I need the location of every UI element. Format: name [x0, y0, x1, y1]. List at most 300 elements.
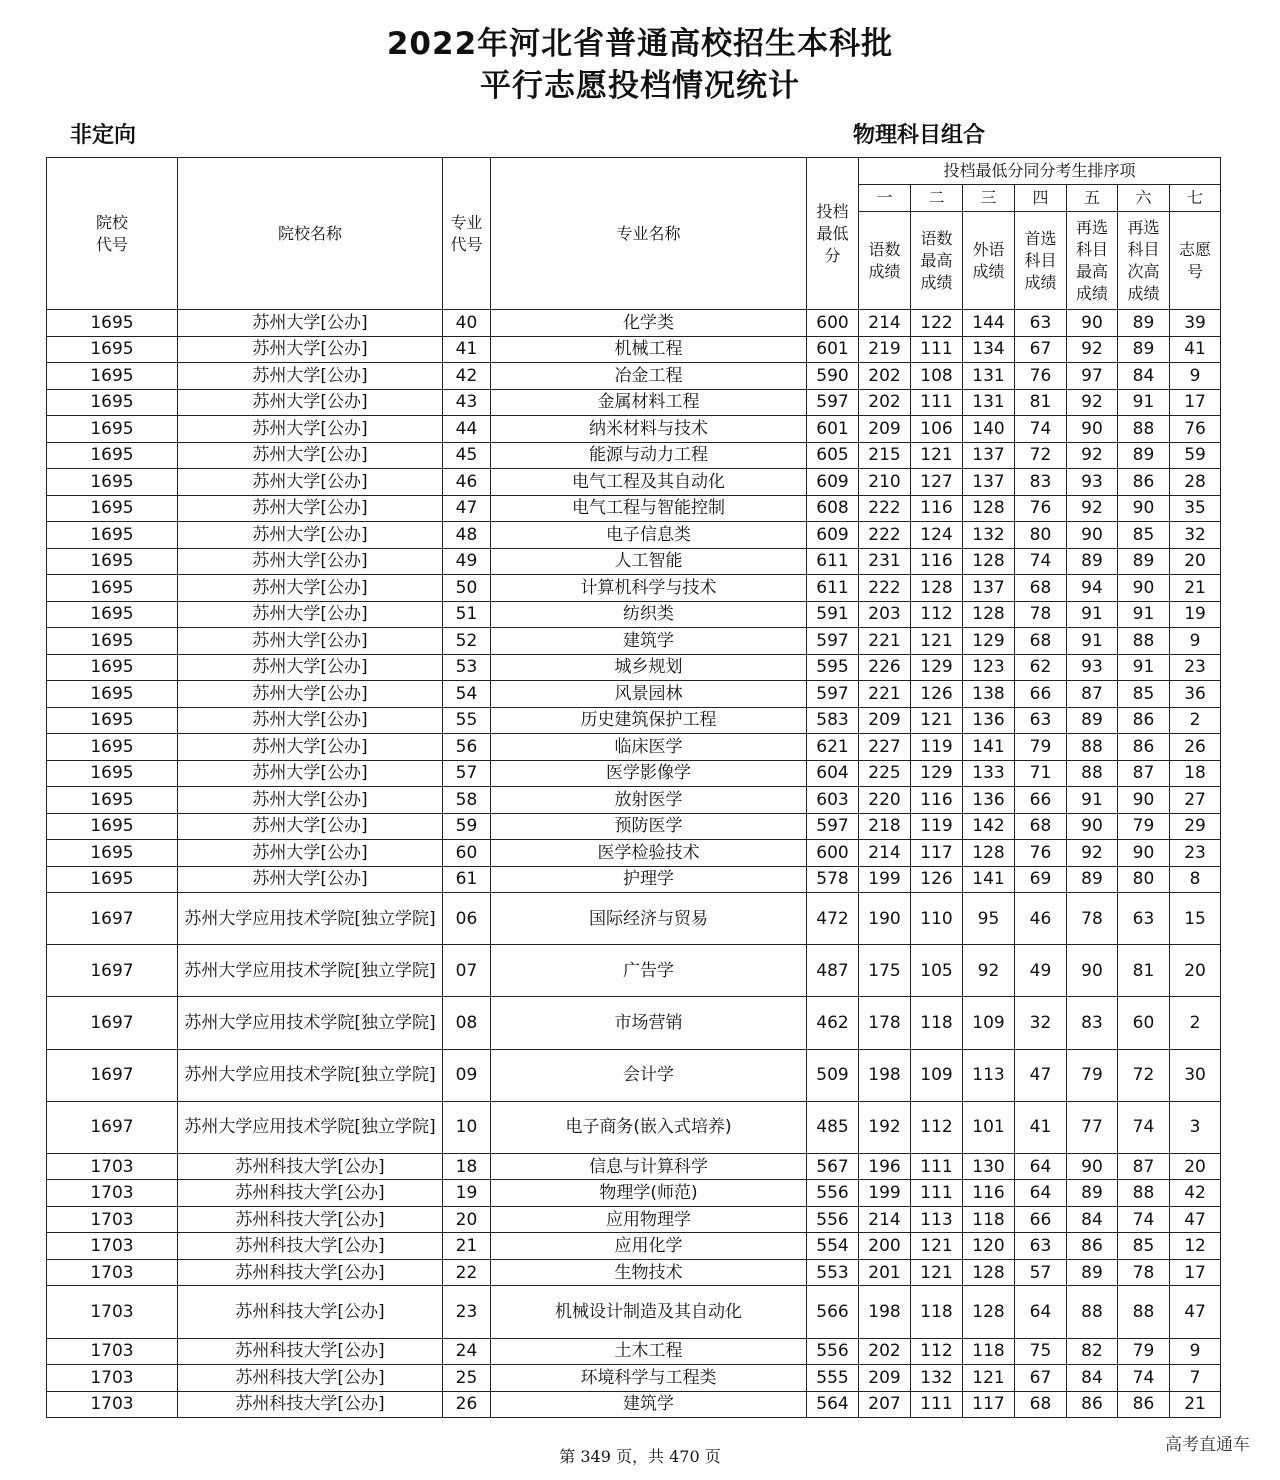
foreign-language-cell: 120 — [963, 1233, 1015, 1260]
school-name-cell: 苏州大学应用技术学院[独立学院] — [178, 1101, 443, 1153]
preference-number-cell: 9 — [1170, 1338, 1221, 1365]
major-name-cell: 应用物理学 — [491, 1206, 807, 1233]
major-code-cell: 54 — [443, 681, 491, 708]
table-row — [47, 1101, 1221, 1153]
plan-type-label: 非定向 — [70, 123, 137, 148]
admission-table — [46, 157, 1221, 1418]
min-score-cell: 556 — [807, 1338, 859, 1365]
major-name-cell: 历史建筑保护工程 — [491, 707, 807, 734]
school-name-cell: 苏州大学[公办] — [178, 840, 443, 867]
table-row — [47, 416, 1221, 443]
preference-number-cell: 19 — [1170, 601, 1221, 628]
chinese-math-max-cell: 111 — [911, 389, 963, 416]
major-code-cell: 22 — [443, 1259, 491, 1286]
preference-number-cell: 27 — [1170, 787, 1221, 814]
school-name-cell: 苏州大学[公办] — [178, 336, 443, 363]
major-code-cell: 08 — [443, 997, 491, 1049]
chinese-math-score-cell: 202 — [859, 1338, 911, 1365]
elective-second-cell: 84 — [1118, 363, 1170, 390]
page-title-line2: 平行志愿投档情况统计 — [480, 68, 800, 104]
chinese-math-score-cell: 214 — [859, 1206, 911, 1233]
foreign-language-cell: 128 — [963, 1259, 1015, 1286]
school-name-cell: 苏州科技大学[公办] — [178, 1180, 443, 1207]
chinese-math-max-cell: 108 — [911, 363, 963, 390]
first-subject-cell: 79 — [1015, 734, 1067, 761]
major-code-cell: 25 — [443, 1365, 491, 1392]
min-score-cell: 583 — [807, 707, 859, 734]
first-subject-cell: 76 — [1015, 495, 1067, 522]
school-name-cell: 苏州科技大学[公办] — [178, 1338, 443, 1365]
chinese-math-score-cell: 222 — [859, 575, 911, 602]
school-code-cell: 1695 — [47, 363, 178, 390]
elective-second-cell: 88 — [1118, 416, 1170, 443]
school-code-cell: 1695 — [47, 310, 178, 337]
header-school-code: 院校代号 — [47, 158, 178, 310]
foreign-language-cell: 141 — [963, 734, 1015, 761]
chinese-math-score-cell: 209 — [859, 1365, 911, 1392]
major-name-cell: 市场营销 — [491, 997, 807, 1049]
min-score-cell: 509 — [807, 1049, 859, 1101]
first-subject-cell: 66 — [1015, 787, 1067, 814]
min-score-cell: 597 — [807, 681, 859, 708]
chinese-math-score-cell: 218 — [859, 813, 911, 840]
table-row — [47, 469, 1221, 496]
preference-number-cell: 21 — [1170, 575, 1221, 602]
foreign-language-cell: 128 — [963, 840, 1015, 867]
header-criterion-7: 志愿号 — [1170, 212, 1221, 310]
major-name-cell: 冶金工程 — [491, 363, 807, 390]
foreign-language-cell: 128 — [963, 601, 1015, 628]
preference-number-cell: 21 — [1170, 1391, 1221, 1418]
major-name-cell: 纳米材料与技术 — [491, 416, 807, 443]
first-subject-cell: 83 — [1015, 469, 1067, 496]
preference-number-cell: 35 — [1170, 495, 1221, 522]
foreign-language-cell: 118 — [963, 1338, 1015, 1365]
min-score-cell: 609 — [807, 469, 859, 496]
chinese-math-max-cell: 121 — [911, 1233, 963, 1260]
min-score-cell: 487 — [807, 945, 859, 997]
min-score-cell: 591 — [807, 601, 859, 628]
chinese-math-max-cell: 122 — [911, 310, 963, 337]
major-code-cell: 19 — [443, 1180, 491, 1207]
school-name-cell: 苏州科技大学[公办] — [178, 1391, 443, 1418]
elective-max-cell: 78 — [1067, 893, 1118, 945]
table-row — [47, 1259, 1221, 1286]
chinese-math-score-cell: 202 — [859, 363, 911, 390]
school-code-cell: 1695 — [47, 787, 178, 814]
foreign-language-cell: 118 — [963, 1206, 1015, 1233]
foreign-language-cell: 128 — [963, 548, 1015, 575]
min-score-cell: 621 — [807, 734, 859, 761]
school-name-cell: 苏州大学[公办] — [178, 495, 443, 522]
school-name-cell: 苏州科技大学[公办] — [178, 1153, 443, 1180]
min-score-cell: 472 — [807, 893, 859, 945]
elective-second-cell: 79 — [1118, 1338, 1170, 1365]
elective-max-cell: 88 — [1067, 734, 1118, 761]
header-criterion-3: 外语成绩 — [963, 212, 1015, 310]
school-name-cell: 苏州大学[公办] — [178, 866, 443, 893]
subject-group-label: 物理科目组合 — [853, 123, 986, 148]
foreign-language-cell: 129 — [963, 628, 1015, 655]
elective-second-cell: 86 — [1118, 734, 1170, 761]
chinese-math-max-cell: 109 — [911, 1049, 963, 1101]
foreign-language-cell: 121 — [963, 1365, 1015, 1392]
min-score-cell: 462 — [807, 997, 859, 1049]
major-code-cell: 53 — [443, 654, 491, 681]
elective-second-cell: 85 — [1118, 522, 1170, 549]
major-name-cell: 风景园林 — [491, 681, 807, 708]
school-name-cell: 苏州大学应用技术学院[独立学院] — [178, 1049, 443, 1101]
table-row — [47, 575, 1221, 602]
chinese-math-score-cell: 199 — [859, 1180, 911, 1207]
major-name-cell: 物理学(师范) — [491, 1180, 807, 1207]
first-subject-cell: 76 — [1015, 363, 1067, 390]
major-code-cell: 43 — [443, 389, 491, 416]
foreign-language-cell: 95 — [963, 893, 1015, 945]
table-row — [47, 1391, 1221, 1418]
elective-second-cell: 86 — [1118, 469, 1170, 496]
school-code-cell: 1703 — [47, 1259, 178, 1286]
preference-number-cell: 8 — [1170, 866, 1221, 893]
school-code-cell: 1703 — [47, 1365, 178, 1392]
foreign-language-cell: 133 — [963, 760, 1015, 787]
min-score-cell: 608 — [807, 495, 859, 522]
major-name-cell: 计算机科学与技术 — [491, 575, 807, 602]
major-name-cell: 纺织类 — [491, 601, 807, 628]
elective-max-cell: 92 — [1067, 840, 1118, 867]
school-code-cell: 1697 — [47, 893, 178, 945]
school-code-cell: 1703 — [47, 1391, 178, 1418]
major-name-cell: 建筑学 — [491, 628, 807, 655]
chinese-math-score-cell: 214 — [859, 840, 911, 867]
foreign-language-cell: 140 — [963, 416, 1015, 443]
major-code-cell: 50 — [443, 575, 491, 602]
foreign-language-cell: 131 — [963, 389, 1015, 416]
elective-second-cell: 63 — [1118, 893, 1170, 945]
chinese-math-max-cell: 106 — [911, 416, 963, 443]
major-code-cell: 26 — [443, 1391, 491, 1418]
min-score-cell: 485 — [807, 1101, 859, 1153]
preference-number-cell: 17 — [1170, 389, 1221, 416]
school-name-cell: 苏州大学[公办] — [178, 760, 443, 787]
school-code-cell: 1695 — [47, 336, 178, 363]
school-name-cell: 苏州大学应用技术学院[独立学院] — [178, 893, 443, 945]
major-code-cell: 20 — [443, 1206, 491, 1233]
foreign-language-cell: 101 — [963, 1101, 1015, 1153]
foreign-language-cell: 131 — [963, 363, 1015, 390]
elective-second-cell: 87 — [1118, 760, 1170, 787]
foreign-language-cell: 141 — [963, 866, 1015, 893]
table-row — [47, 1233, 1221, 1260]
school-name-cell: 苏州大学[公办] — [178, 575, 443, 602]
elective-second-cell: 86 — [1118, 707, 1170, 734]
first-subject-cell: 74 — [1015, 548, 1067, 575]
school-name-cell: 苏州大学[公办] — [178, 416, 443, 443]
major-name-cell: 金属材料工程 — [491, 389, 807, 416]
chinese-math-max-cell: 119 — [911, 813, 963, 840]
elective-second-cell: 78 — [1118, 1259, 1170, 1286]
elective-second-cell: 90 — [1118, 495, 1170, 522]
elective-max-cell: 90 — [1067, 945, 1118, 997]
foreign-language-cell: 136 — [963, 787, 1015, 814]
elective-second-cell: 74 — [1118, 1206, 1170, 1233]
min-score-cell: 556 — [807, 1206, 859, 1233]
school-name-cell: 苏州科技大学[公办] — [178, 1259, 443, 1286]
elective-second-cell: 91 — [1118, 389, 1170, 416]
elective-max-cell: 79 — [1067, 1049, 1118, 1101]
elective-max-cell: 92 — [1067, 442, 1118, 469]
school-name-cell: 苏州大学[公办] — [178, 707, 443, 734]
chinese-math-max-cell: 112 — [911, 601, 963, 628]
first-subject-cell: 68 — [1015, 1391, 1067, 1418]
chinese-math-score-cell: 219 — [859, 336, 911, 363]
table-row — [47, 1153, 1221, 1180]
major-code-cell: 10 — [443, 1101, 491, 1153]
chinese-math-score-cell: 209 — [859, 707, 911, 734]
table-row — [47, 813, 1221, 840]
min-score-cell: 590 — [807, 363, 859, 390]
min-score-cell: 578 — [807, 866, 859, 893]
chinese-math-max-cell: 129 — [911, 654, 963, 681]
elective-max-cell: 83 — [1067, 997, 1118, 1049]
foreign-language-cell: 113 — [963, 1049, 1015, 1101]
min-score-cell: 554 — [807, 1233, 859, 1260]
first-subject-cell: 76 — [1015, 840, 1067, 867]
chinese-math-max-cell: 112 — [911, 1338, 963, 1365]
foreign-language-cell: 128 — [963, 495, 1015, 522]
chinese-math-max-cell: 111 — [911, 1391, 963, 1418]
first-subject-cell: 67 — [1015, 336, 1067, 363]
first-subject-cell: 67 — [1015, 1365, 1067, 1392]
major-code-cell: 52 — [443, 628, 491, 655]
major-name-cell: 化学类 — [491, 310, 807, 337]
school-code-cell: 1695 — [47, 681, 178, 708]
major-name-cell: 电子商务(嵌入式培养) — [491, 1101, 807, 1153]
first-subject-cell: 75 — [1015, 1338, 1067, 1365]
table-row — [47, 548, 1221, 575]
first-subject-cell: 64 — [1015, 1153, 1067, 1180]
school-name-cell: 苏州大学[公办] — [178, 469, 443, 496]
header-criterion-6: 再选科目次高成绩 — [1118, 212, 1170, 310]
table-row — [47, 945, 1221, 997]
chinese-math-max-cell: 111 — [911, 1153, 963, 1180]
preference-number-cell: 20 — [1170, 945, 1221, 997]
major-code-cell: 42 — [443, 363, 491, 390]
school-name-cell: 苏州大学[公办] — [178, 681, 443, 708]
foreign-language-cell: 132 — [963, 522, 1015, 549]
elective-second-cell: 79 — [1118, 813, 1170, 840]
elective-max-cell: 89 — [1067, 548, 1118, 575]
preference-number-cell: 15 — [1170, 893, 1221, 945]
header-criterion-5: 再选科目最高成绩 — [1067, 212, 1118, 310]
major-name-cell: 电子信息类 — [491, 522, 807, 549]
preference-number-cell: 20 — [1170, 548, 1221, 575]
chinese-math-max-cell: 121 — [911, 442, 963, 469]
chinese-math-score-cell: 214 — [859, 310, 911, 337]
school-code-cell: 1695 — [47, 707, 178, 734]
elective-second-cell: 90 — [1118, 575, 1170, 602]
header-rank-3: 三 — [963, 185, 1015, 212]
min-score-cell: 611 — [807, 548, 859, 575]
min-score-cell: 566 — [807, 1286, 859, 1338]
major-code-cell: 09 — [443, 1049, 491, 1101]
chinese-math-score-cell: 178 — [859, 997, 911, 1049]
major-name-cell: 电气工程及其自动化 — [491, 469, 807, 496]
foreign-language-cell: 130 — [963, 1153, 1015, 1180]
header-tiebreak-group: 投档最低分同分考生排序项 — [859, 158, 1221, 185]
min-score-cell: 555 — [807, 1365, 859, 1392]
min-score-cell: 553 — [807, 1259, 859, 1286]
preference-number-cell: 47 — [1170, 1206, 1221, 1233]
school-code-cell: 1695 — [47, 813, 178, 840]
major-name-cell: 应用化学 — [491, 1233, 807, 1260]
elective-second-cell: 91 — [1118, 601, 1170, 628]
first-subject-cell: 68 — [1015, 628, 1067, 655]
chinese-math-score-cell: 231 — [859, 548, 911, 575]
school-code-cell: 1697 — [47, 945, 178, 997]
chinese-math-score-cell: 226 — [859, 654, 911, 681]
chinese-math-score-cell: 210 — [859, 469, 911, 496]
foreign-language-cell: 136 — [963, 707, 1015, 734]
school-code-cell: 1695 — [47, 469, 178, 496]
elective-max-cell: 89 — [1067, 1259, 1118, 1286]
first-subject-cell: 64 — [1015, 1286, 1067, 1338]
preference-number-cell: 12 — [1170, 1233, 1221, 1260]
major-name-cell: 机械设计制造及其自动化 — [491, 1286, 807, 1338]
foreign-language-cell: 134 — [963, 336, 1015, 363]
elective-max-cell: 92 — [1067, 336, 1118, 363]
chinese-math-max-cell: 127 — [911, 469, 963, 496]
preference-number-cell: 23 — [1170, 654, 1221, 681]
first-subject-cell: 74 — [1015, 416, 1067, 443]
chinese-math-score-cell: 175 — [859, 945, 911, 997]
elective-max-cell: 86 — [1067, 1391, 1118, 1418]
major-code-cell: 41 — [443, 336, 491, 363]
chinese-math-max-cell: 124 — [911, 522, 963, 549]
school-name-cell: 苏州大学[公办] — [178, 363, 443, 390]
elective-second-cell: 80 — [1118, 866, 1170, 893]
elective-second-cell: 90 — [1118, 787, 1170, 814]
major-name-cell: 医学检验技术 — [491, 840, 807, 867]
elective-second-cell: 72 — [1118, 1049, 1170, 1101]
chinese-math-max-cell: 112 — [911, 1101, 963, 1153]
page-title: 2022年河北省普通高校招生本科批 — [386, 26, 894, 62]
chinese-math-max-cell: 118 — [911, 997, 963, 1049]
preference-number-cell: 30 — [1170, 1049, 1221, 1101]
header-school-name: 院校名称 — [178, 158, 443, 310]
table-row — [47, 336, 1221, 363]
foreign-language-cell: 137 — [963, 442, 1015, 469]
chinese-math-max-cell: 119 — [911, 734, 963, 761]
min-score-cell: 597 — [807, 389, 859, 416]
preference-number-cell: 32 — [1170, 522, 1221, 549]
chinese-math-max-cell: 110 — [911, 893, 963, 945]
header-criterion-2: 语数最高成绩 — [911, 212, 963, 310]
elective-second-cell: 60 — [1118, 997, 1170, 1049]
elective-max-cell: 91 — [1067, 787, 1118, 814]
preference-number-cell: 9 — [1170, 363, 1221, 390]
header-rank-7: 七 — [1170, 185, 1221, 212]
school-code-cell: 1695 — [47, 734, 178, 761]
table-row — [47, 866, 1221, 893]
school-code-cell: 1695 — [47, 548, 178, 575]
header-major-name: 专业名称 — [491, 158, 807, 310]
preference-number-cell: 20 — [1170, 1153, 1221, 1180]
major-name-cell: 预防医学 — [491, 813, 807, 840]
elective-second-cell: 88 — [1118, 628, 1170, 655]
elective-second-cell: 87 — [1118, 1153, 1170, 1180]
table-row — [47, 495, 1221, 522]
foreign-language-cell: 116 — [963, 1180, 1015, 1207]
elective-second-cell: 74 — [1118, 1101, 1170, 1153]
school-code-cell: 1695 — [47, 389, 178, 416]
major-name-cell: 建筑学 — [491, 1391, 807, 1418]
preference-number-cell: 42 — [1170, 1180, 1221, 1207]
elective-max-cell: 90 — [1067, 813, 1118, 840]
table-row — [47, 1338, 1221, 1365]
major-code-cell: 56 — [443, 734, 491, 761]
min-score-cell: 567 — [807, 1153, 859, 1180]
foreign-language-cell: 144 — [963, 310, 1015, 337]
first-subject-cell: 63 — [1015, 707, 1067, 734]
first-subject-cell: 49 — [1015, 945, 1067, 997]
elective-second-cell: 88 — [1118, 1286, 1170, 1338]
major-code-cell: 55 — [443, 707, 491, 734]
first-subject-cell: 46 — [1015, 893, 1067, 945]
school-name-cell: 苏州大学[公办] — [178, 787, 443, 814]
preference-number-cell: 23 — [1170, 840, 1221, 867]
elective-second-cell: 90 — [1118, 840, 1170, 867]
table-row — [47, 681, 1221, 708]
elective-max-cell: 84 — [1067, 1206, 1118, 1233]
preference-number-cell: 39 — [1170, 310, 1221, 337]
foreign-language-cell: 117 — [963, 1391, 1015, 1418]
min-score-cell: 564 — [807, 1391, 859, 1418]
min-score-cell: 601 — [807, 416, 859, 443]
major-name-cell: 护理学 — [491, 866, 807, 893]
min-score-cell: 597 — [807, 628, 859, 655]
first-subject-cell: 71 — [1015, 760, 1067, 787]
foreign-language-cell: 138 — [963, 681, 1015, 708]
school-name-cell: 苏州大学[公办] — [178, 389, 443, 416]
table-row — [47, 1286, 1221, 1338]
major-code-cell: 45 — [443, 442, 491, 469]
chinese-math-max-cell: 116 — [911, 495, 963, 522]
first-subject-cell: 57 — [1015, 1259, 1067, 1286]
chinese-math-score-cell: 227 — [859, 734, 911, 761]
major-code-cell: 40 — [443, 310, 491, 337]
chinese-math-max-cell: 132 — [911, 1365, 963, 1392]
chinese-math-score-cell: 221 — [859, 628, 911, 655]
major-code-cell: 57 — [443, 760, 491, 787]
school-code-cell: 1695 — [47, 628, 178, 655]
elective-max-cell: 93 — [1067, 469, 1118, 496]
major-name-cell: 生物技术 — [491, 1259, 807, 1286]
table-row — [47, 707, 1221, 734]
elective-max-cell: 92 — [1067, 389, 1118, 416]
elective-max-cell: 89 — [1067, 707, 1118, 734]
school-code-cell: 1703 — [47, 1206, 178, 1233]
elective-max-cell: 90 — [1067, 522, 1118, 549]
min-score-cell: 600 — [807, 840, 859, 867]
chinese-math-max-cell: 116 — [911, 787, 963, 814]
min-score-cell: 604 — [807, 760, 859, 787]
elective-max-cell: 90 — [1067, 416, 1118, 443]
elective-max-cell: 89 — [1067, 1180, 1118, 1207]
first-subject-cell: 63 — [1015, 1233, 1067, 1260]
school-name-cell: 苏州大学[公办] — [178, 442, 443, 469]
chinese-math-max-cell: 111 — [911, 336, 963, 363]
